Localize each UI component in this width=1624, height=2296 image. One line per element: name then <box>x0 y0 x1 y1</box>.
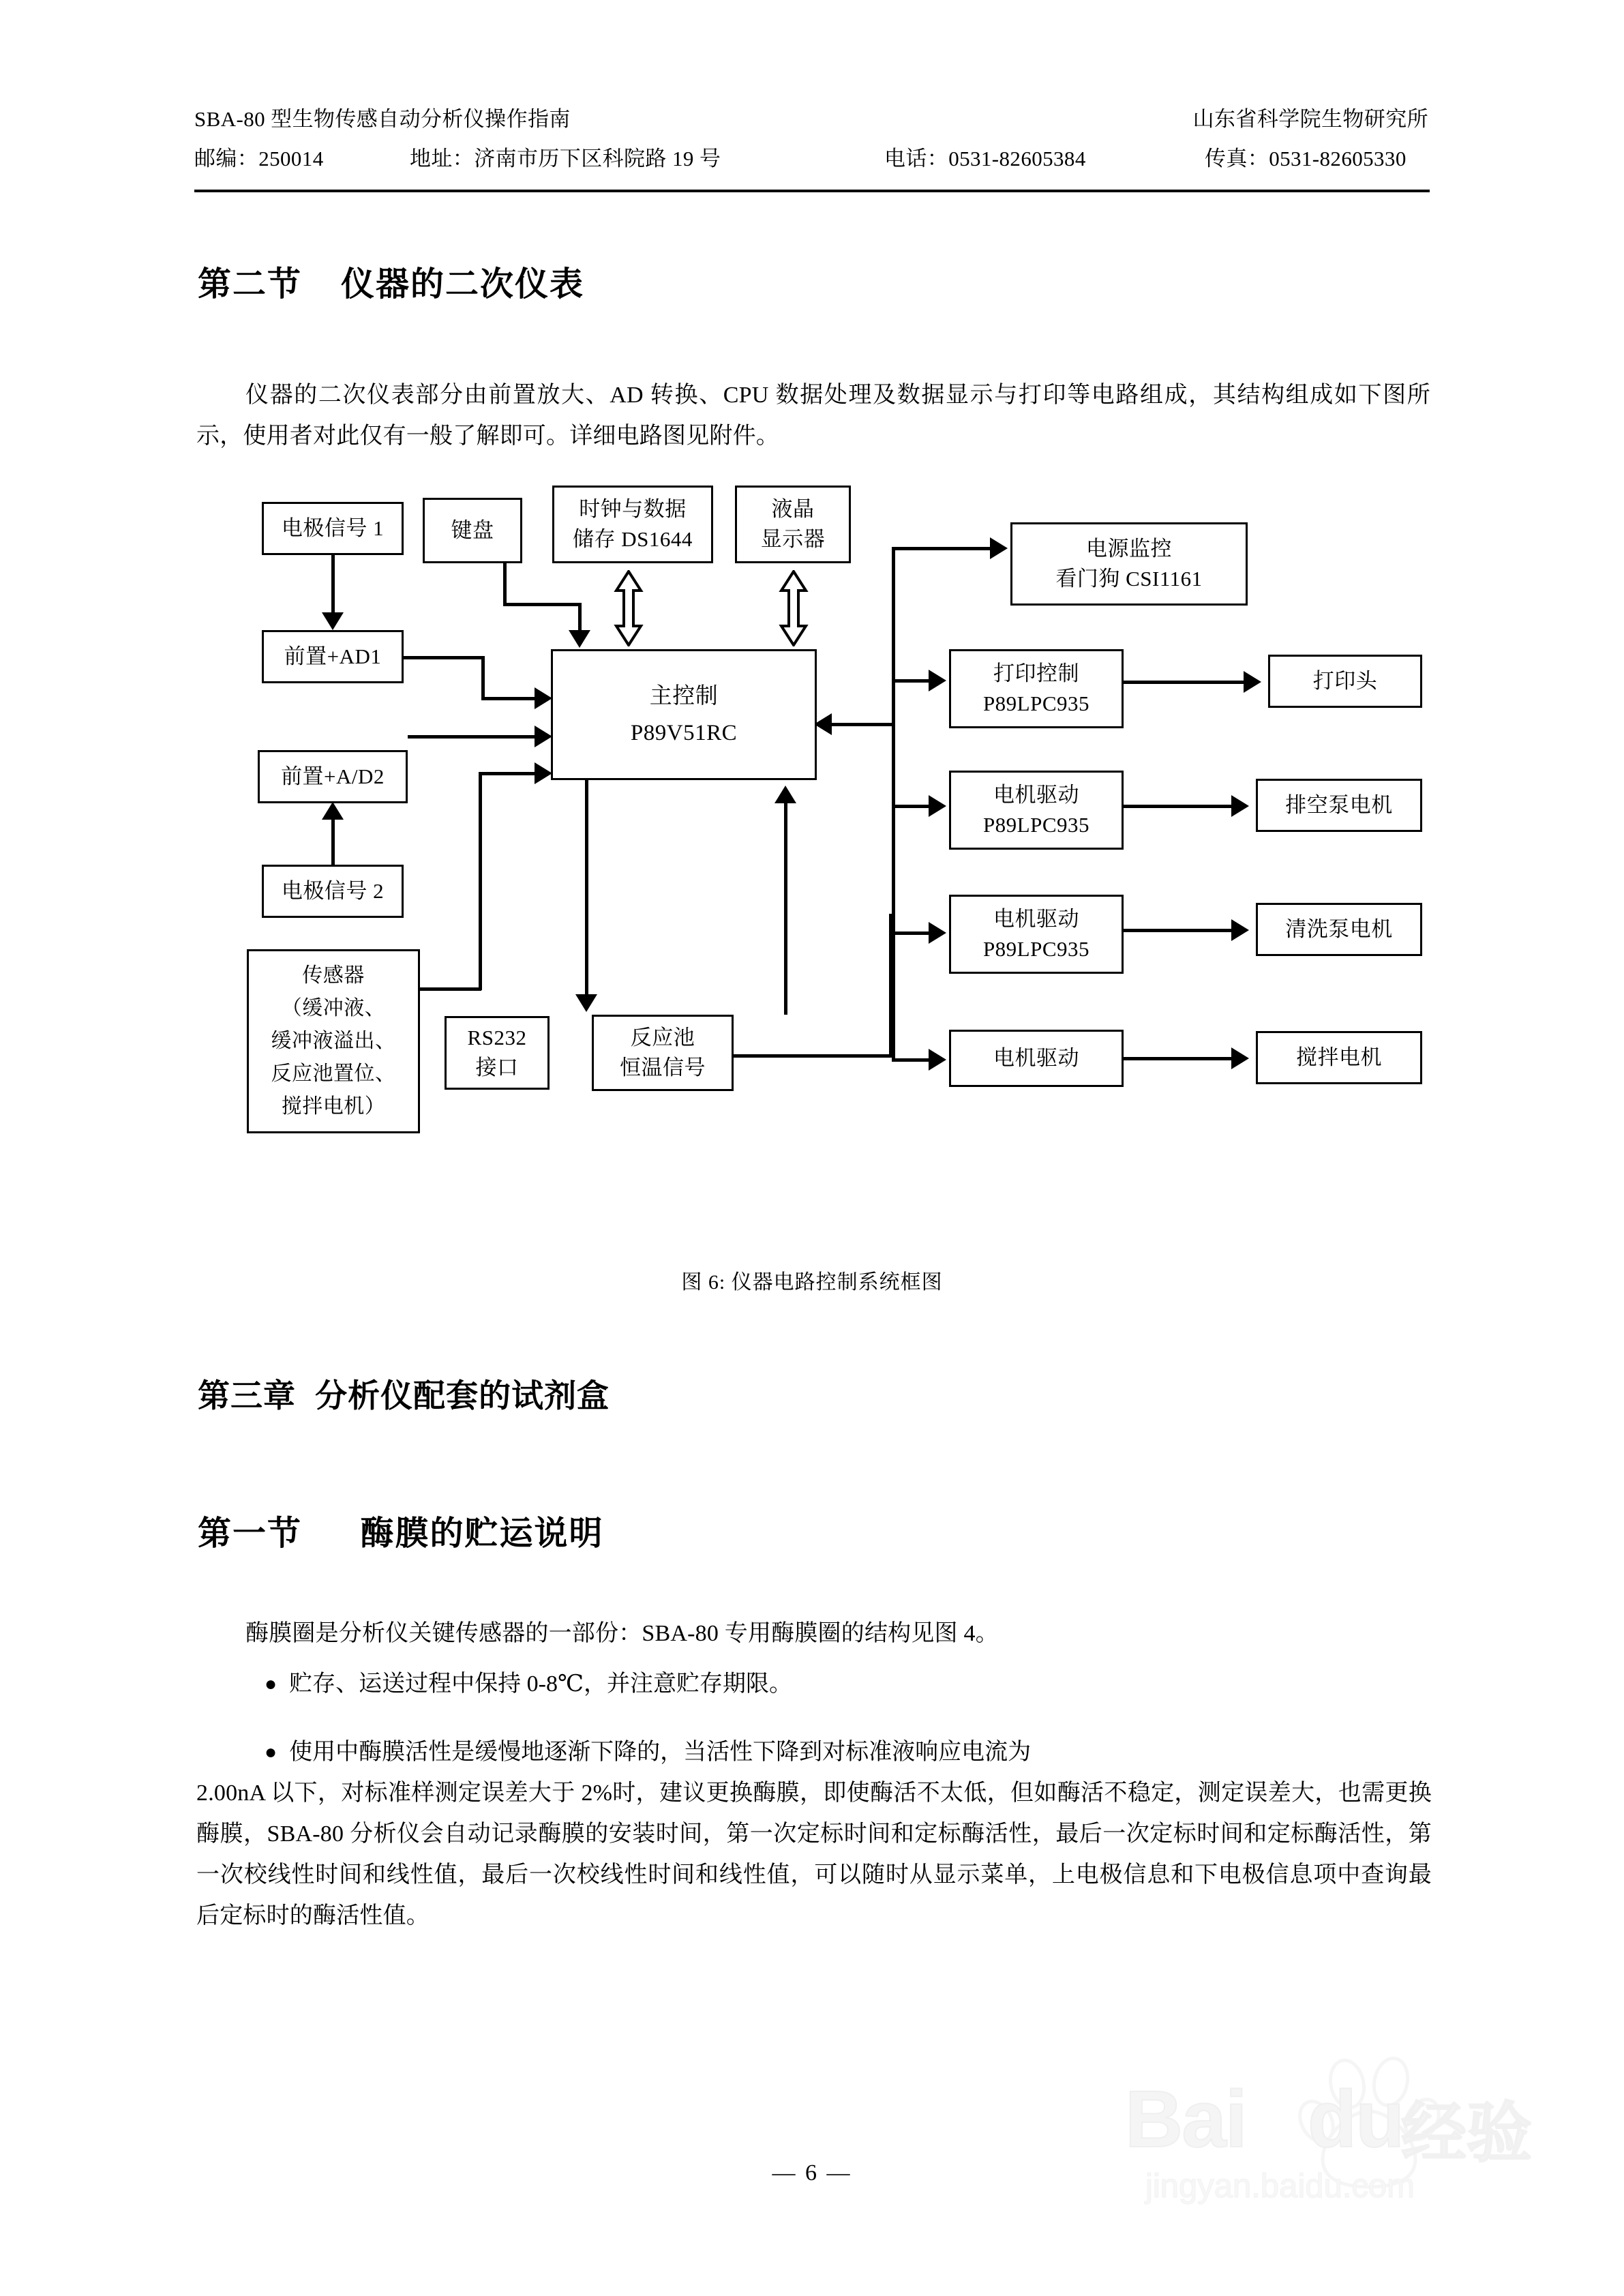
node-reaction-pool: 反应池 恒温信号 <box>592 1015 734 1091</box>
node-motor-drive-2: 电机驱动 P89LPC935 <box>949 895 1124 974</box>
arrow-right-mc-2 <box>535 726 552 747</box>
link-pool-bus-v <box>889 914 892 1057</box>
arrow-right-power-monitor <box>990 537 1008 559</box>
arrow-right-motor-drive-3 <box>929 1049 946 1071</box>
bullet-2-body-text: 2.00nA 以下，对标准样测定误差大于 2%时，建议更换酶膜，即使酶活不太低，但如酶活不稳定，测定误差大，也需更换酶膜，SBA-80 分析仪会自动记录酶膜的安装时间，第一次定标时间和定标酶活性，最后一次定标时间和定标酶活性，第一次校线性时间和线性值，最后一次校线性时间和线性值，可以随时从显示菜单，上电极信息和下电极信息项中查询最后定标时的酶活性值。 <box>196 1780 1432 1928</box>
link-sensor-v <box>479 772 482 990</box>
node-wash-pump-motor: 清洗泵电机 <box>1256 903 1422 956</box>
node-keyboard: 键盘 <box>423 498 522 563</box>
chapter-three-heading: 第三章 分析仪配套的试剂盒 <box>198 1377 610 1414</box>
header-phone: 电话：0531-82605384 <box>884 147 1086 170</box>
node-electrode-signal-1: 电极信号 1 <box>262 502 404 555</box>
node-preamp-ad2: 前置+A/D2 <box>258 750 408 803</box>
node-print-head: 打印头 <box>1268 655 1422 708</box>
bullet-glyph-icon: ● <box>265 1673 277 1695</box>
link-bus-md1 <box>892 805 931 808</box>
link-bus-md2 <box>892 931 931 935</box>
link-elec1-to-ad1 <box>331 555 335 615</box>
arrow-down-mc-kbd <box>569 630 590 648</box>
bullet-glyph-icon-2: ● <box>265 1741 277 1763</box>
node-print-control: 打印控制 P89LPC935 <box>949 649 1124 728</box>
link-bus-feedback <box>832 723 893 726</box>
link-ad1-v <box>481 656 485 700</box>
link-mc-rs232 <box>585 780 588 997</box>
header-fax: 传真：0531-82605330 <box>1205 147 1407 170</box>
link-clock-bidirectional <box>614 570 644 646</box>
link-ad1-h1 <box>404 656 484 659</box>
link-pm-h <box>892 547 994 550</box>
watermark-url: jingyan.baidu.com <box>1145 2168 1415 2205</box>
link-sensor-h1 <box>420 987 481 991</box>
baidu-jingyan-watermark <box>1091 2032 1582 2237</box>
bullet-2-head-text: 使用中酶膜活性是缓慢地逐渐下降的，当活性下降到对标准液响应电流为 <box>289 1740 1032 1765</box>
page-number: — 6 — <box>772 2160 852 2186</box>
node-preamp-ad1: 前置+AD1 <box>262 630 404 683</box>
link-pool-bus-h <box>734 1054 892 1058</box>
enzyme-intro-paragraph: 酶膜圈是分析仪关键传感器的一部份：SBA-80 专用酶膜圈的结构见图 4。 <box>245 1621 999 1646</box>
node-drain-pump-motor: 排空泵电机 <box>1256 779 1422 832</box>
arrow-right-stir-motor <box>1231 1047 1249 1069</box>
link-lcd-bidirectional <box>779 570 809 646</box>
arrow-down-rs232 <box>575 994 597 1012</box>
link-kbd-v1 <box>503 563 507 606</box>
arrow-right-print-head <box>1244 671 1261 693</box>
arrow-right-motor-drive-1 <box>929 795 946 817</box>
arrow-up-main-control <box>775 786 796 803</box>
arrow-right-wash-pump <box>1231 919 1249 941</box>
section-two-heading: 第二节 仪器的二次仪表 <box>198 265 585 303</box>
link-stir-motor <box>1124 1057 1234 1060</box>
node-power-monitor: 电源监控 看门狗 CSI1161 <box>1010 522 1248 606</box>
circuit-block-diagram <box>205 471 1432 1234</box>
arrow-right-mc-3 <box>535 762 552 784</box>
chapter-three-section-one-heading: 第一节 酶膜的贮运说明 <box>198 1515 604 1552</box>
link-kbd-v2 <box>578 603 582 631</box>
link-wash-pump <box>1124 929 1234 932</box>
link-kbd-h <box>503 603 581 606</box>
bullet-item-2 <box>265 1732 1430 1773</box>
node-motor-drive-1: 电机驱动 P89LPC935 <box>949 771 1124 850</box>
node-electrode-signal-2: 电极信号 2 <box>262 865 404 918</box>
arrow-right-motor-drive-2 <box>929 922 946 944</box>
bullet-item-1 <box>265 1664 1430 1705</box>
arrow-down-ad1 <box>322 612 344 630</box>
watermark-chinese: 经验 <box>1401 2097 1532 2170</box>
node-clock-storage: 时钟与数据 储存 DS1644 <box>552 486 713 563</box>
link-ad1-h2 <box>481 697 537 700</box>
arrow-right-drain-pump <box>1231 795 1249 817</box>
link-pool-mc <box>784 803 787 1015</box>
link-bus-print <box>892 679 931 683</box>
link-drain-pump <box>1124 805 1234 808</box>
watermark-brand-2: du <box>1308 2074 1404 2164</box>
figure-caption: 图 6: 仪器电路控制系统框图 <box>681 1271 943 1294</box>
node-lcd-display: 液晶 显示器 <box>735 486 851 563</box>
link-sensor-h2 <box>479 772 537 775</box>
arrow-up-ad2 <box>322 802 344 820</box>
arrow-right-print-control <box>929 670 946 691</box>
watermark-brand: Bai <box>1125 2074 1246 2164</box>
node-stir-motor: 搅拌电机 <box>1256 1031 1422 1084</box>
header-postcode: 邮编：250014 <box>194 147 324 170</box>
header-right-title: 山东省科学院生物研究所 <box>1192 107 1428 131</box>
node-main-control: 主控制 P89V51RC <box>551 649 817 780</box>
section-two-paragraph: 仪器的二次仪表部分由前置放大、AD 转换、CPU 数据处理及数据显示与打印等电路组成，其结构组成如下图所示，使用者对此仅有一般了解即可。详细电路图见附件。 <box>196 383 1430 449</box>
bullet-1-text: 贮存、运送过程中保持 0-8℃，并注意贮存期限。 <box>289 1671 792 1697</box>
header-divider <box>194 190 1430 192</box>
running-head <box>194 104 1428 175</box>
arrow-right-mc-1 <box>535 687 552 709</box>
link-ad2-h <box>408 735 537 739</box>
node-motor-drive-3: 电机驱动 <box>949 1030 1124 1087</box>
node-sensor: 传感器 （缓冲液、 缓冲液溢出、 反应池置位、 搅拌电机） <box>247 949 420 1133</box>
link-print-head <box>1124 681 1246 684</box>
link-bus-md3 <box>892 1058 931 1062</box>
header-address: 地址：济南市历下区科院路 19 号 <box>410 147 721 170</box>
header-left-title: SBA-80 型生物传感自动分析仪操作指南 <box>194 107 571 131</box>
link-elec2-to-ad2 <box>331 818 335 865</box>
node-rs232: RS232 接口 <box>445 1016 550 1090</box>
